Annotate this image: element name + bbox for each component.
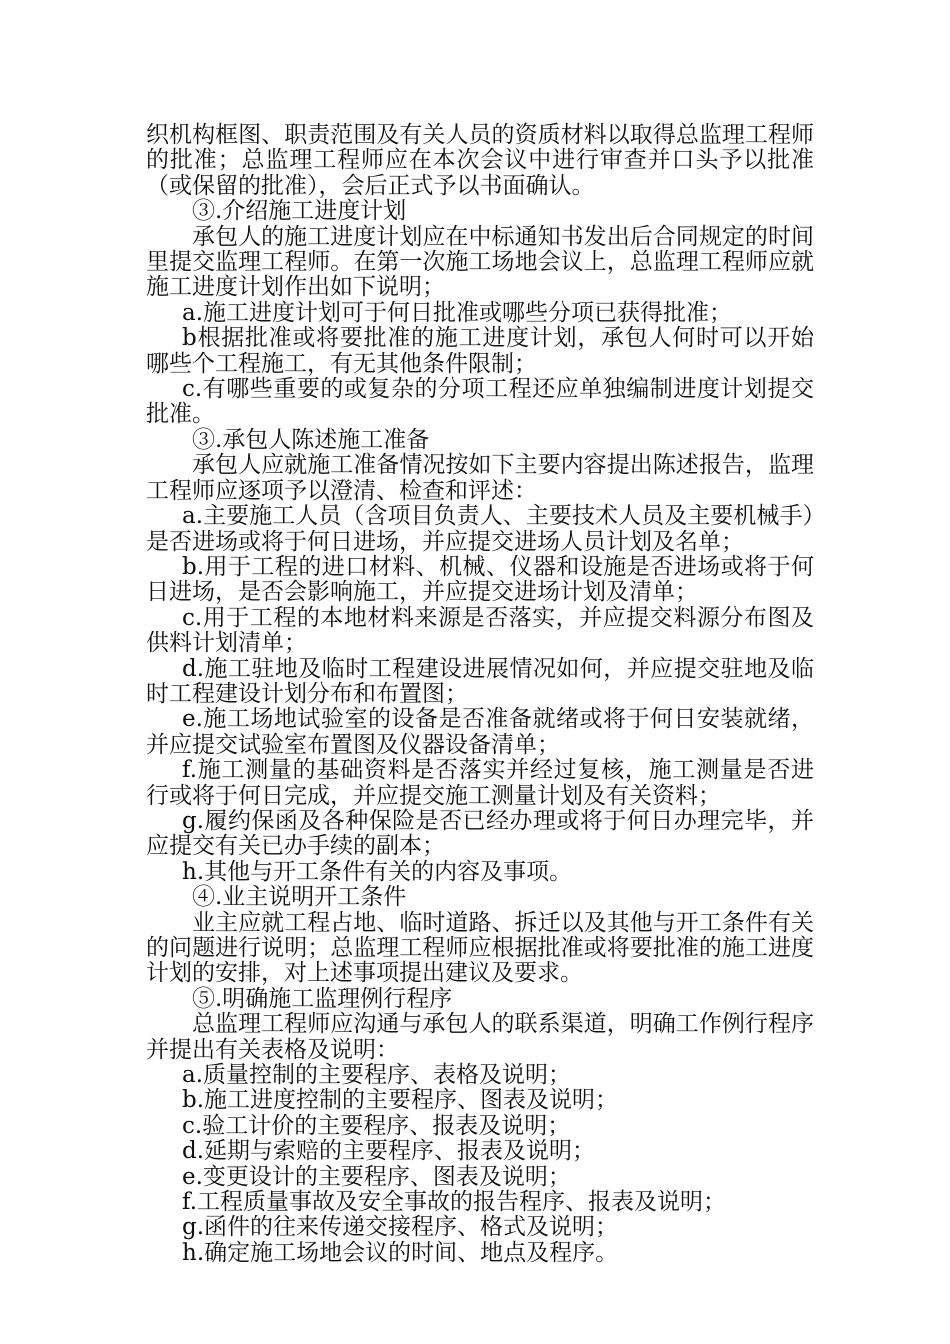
- paragraph: 承包人的施工进度计划应在中标通知书发出后合同规定的时间里提交监理工程师。在第一次施工场地会议上，总监理工程师应就施工进度计划作出如下说明；: [146, 223, 814, 301]
- paragraph: 承包人应就施工准备情况按如下主要内容提出陈述报告，监理工程师应逐项予以澄清、检查和评述：: [146, 452, 814, 504]
- section-heading: ③.承包人陈述施工准备: [192, 426, 430, 453]
- paragraph: 业主应就工程占地、临时道路、拆迁以及其他与开工条件有关的问题进行说明；总监理工程师应根据批准或将要批准的施工进度计划的安排，对上述事项提出建议及要求。: [146, 909, 814, 987]
- list-item: d.施工驻地及临时工程建设进展情况如何，并应提交驻地及临时工程建设计划分布和布置图；: [146, 655, 814, 707]
- section-heading: ④.业主说明开工条件: [192, 884, 407, 911]
- list-item: c.有哪些重要的或复杂的分项工程还应单独编制进度计划提交批准。: [146, 376, 814, 428]
- list-item: a.施工进度计划可于何日批准或哪些分项已获得批准；: [182, 299, 733, 326]
- list-item: a.主要施工人员（含项目负责人、主要技术人员及主要机械手）是否进场或将于何日进场，并应提交进场人员计划及名单；: [146, 503, 814, 555]
- list-item: h.其他与开工条件有关的内容及事项。: [182, 858, 573, 885]
- list-item: b根据批准或将要批准的施工进度计划，承包人何时可以开始哪些个工程施工，有无其他条件限制；: [146, 325, 814, 377]
- section-heading: ③.介绍施工进度计划: [192, 198, 407, 225]
- section-heading: ⑤.明确施工监理例行程序: [192, 985, 453, 1012]
- list-item: h.确定施工场地会议的时间、地点及程序。: [182, 1239, 619, 1266]
- list-item: b.施工进度控制的主要程序、图表及说明；: [182, 1087, 619, 1114]
- list-item: f.工程质量事故及安全事故的报告程序、报表及说明；: [182, 1189, 727, 1216]
- list-item: g.函件的往来传递交接程序、格式及说明；: [182, 1214, 619, 1241]
- list-item: c.用于工程的本地材料来源是否落实，并应提交料源分布图及供料计划清单；: [146, 604, 814, 657]
- paragraph: 织机构框图、职责范围及有关人员的资质材料以取得总监理工程师的批准；总监理工程师应在本次会议中进行审查并口头予以批准（或保留的批准），会后正式予以书面确认。: [146, 122, 814, 199]
- list-item: f.施工测量的基础资料是否落实并经过复核，施工测量是否进行或将于何日完成，并应提交施工测量计划及有关资料；: [146, 757, 814, 809]
- paragraph: 总监理工程师应沟通与承包人的联系渠道，明确工作例行程序并提出有关表格及说明：: [146, 1011, 814, 1063]
- list-item: c.验工计价的主要程序、报表及说明；: [182, 1112, 571, 1139]
- list-item: a.质量控制的主要程序、表格及说明；: [182, 1062, 572, 1089]
- list-item: g.履约保函及各种保险是否已经办理或将于何日办理完毕，并应提交有关已办手续的副本；: [146, 807, 814, 860]
- list-item: e.变更设计的主要程序、图表及说明；: [182, 1163, 571, 1190]
- list-item: e.施工场地试验室的设备是否准备就绪或将于何日安装就绪，并应提交试验室布置图及仪器设备清单；: [146, 706, 814, 758]
- list-item: b.用于工程的进口材料、机械、仪器和设施是否进场或将于何日进场，是否会影响施工，并应提交进场计划及清单；: [146, 553, 814, 606]
- list-item: d.延期与索赔的主要程序、报表及说明；: [182, 1138, 596, 1165]
- document-body: [146, 123, 814, 1266]
